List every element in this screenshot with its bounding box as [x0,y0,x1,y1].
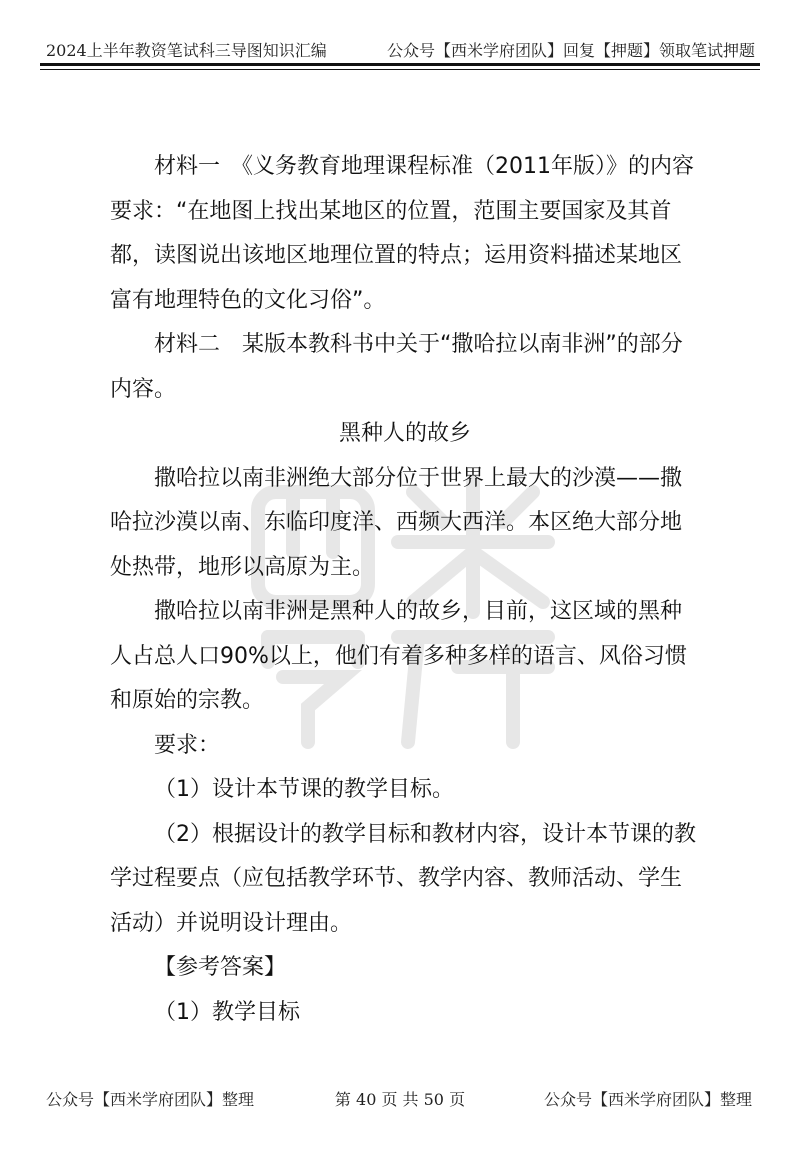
paragraph-geography: 撒哈拉以南非洲绝大部分位于世界上最大的沙漠——撒哈拉沙漠以南、东临印度洋、西频大西洋。本区绝大部分地处热带，地形以高原为主。 [110,465,683,580]
page-number: 第 40 页 共 50 页 [334,1090,466,1109]
section-subtitle: 黑种人的故乡 [338,421,471,446]
answer-one: （1）教学目标 [154,999,300,1025]
footer-right: 公众号【西米学府团队】整理 [543,1090,752,1109]
requirement-one: （1）设计本节课的教学目标。 [154,777,454,802]
material-two: 材料二 某版本教科书中关于“撒哈拉以南非洲”的部分内容。 [110,332,683,402]
header-rule-thin [40,69,760,70]
header-title: 2024上半年教资笔试科三导图知识汇编 [46,41,327,60]
material-one: 材料一 《义务教育地理课程标准（2011年版）》的内容要求：“在地图上找出某地区的位置，范围主要国家及其首都，读图说出该地区地理位置的特点；运用资料描述某地区富有地理特色的文化习俗”。 [110,154,694,313]
paragraph-population: 撒哈拉以南非洲是黑种人的故乡，目前，这区域的黑种人占总人口90%以上，他们有着多种多样的语言、风俗习惯和原始的宗教。 [110,599,687,713]
document-body [110,145,700,1035]
header-promo: 公众号【西米学府团队】回复【押题】领取笔试押题 [386,41,755,60]
answer-label: 【参考答案】 [154,955,287,980]
requirement-two: （2）根据设计的教学目标和教材内容，设计本节课的教学过程要点（应包括教学环节、教学内容、教师活动、学生活动）并说明设计理由。 [110,821,696,936]
requirements-label: 要求： [154,732,221,758]
footer-left: 公众号【西米学府团队】整理 [46,1090,255,1109]
header-rule-thick [40,63,760,66]
